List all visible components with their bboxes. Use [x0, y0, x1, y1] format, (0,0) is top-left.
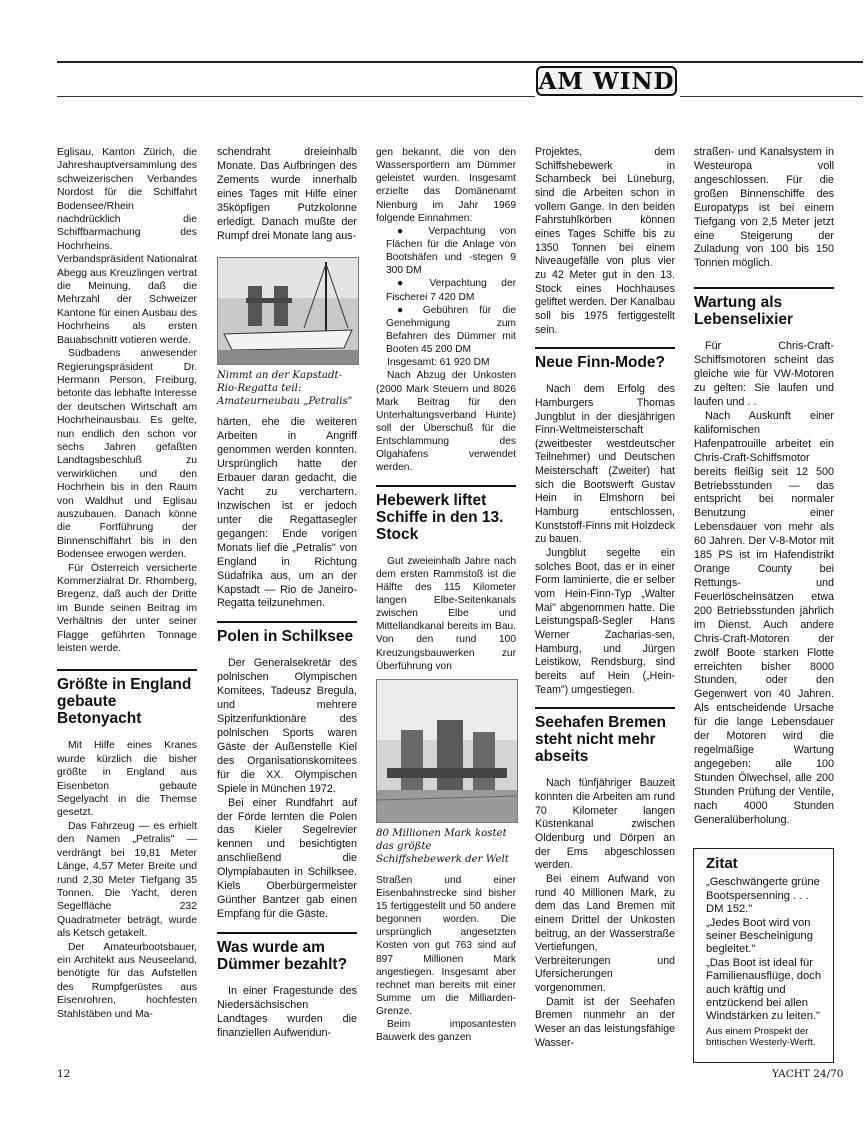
- quote-item: „Jedes Boot wird von seiner Bescheinigung begleitet.": [706, 916, 813, 956]
- paragraph: Straßen und einer Eisenbahnstrecke sind bisher 15 fertiggestellt und 50 andere begonnen worden. Die ursprünglich angesetzten Kosten von gut 763 sind auf 897 Millionen Mark angestiegen. Insgesamt aber rechnet man bereits mit einer Summe um die Milliarden-Grenze.: [376, 874, 516, 1018]
- paragraph: Das Fahrzeug — es erhielt den Namen „Petralis" — verdrängt bei 19,81 Meter Länge, 4,57 Meter Breite und rund 2,30 Meter Tiefgang 35 Tonnen. Die Yacht, deren Segelfläche 232 Quadratmeter beträgt, wurde als Ketsch getakelt.: [57, 820, 197, 940]
- issue-label: YACHT 24/70: [772, 1068, 844, 1080]
- paragraph: Südbadens anwesender Regierungspräsident Dr. Hermann Person, Freiburg, betonte das lebhafte Interesse der deutschen Wirtschaft am Hochrheinausbau. Es gelte, nun endlich den schon vor sechs Jahren gefaßten Landtagsbeschluß zu verwirklichen und den Hochrhein bis in den Raum von Waldhut und Eglisau auszubauen. Danach könne die Fortführung der Binnenschiffahrt bis in den Bodensee erwogen werden.: [57, 348, 197, 561]
- paragraph: Projektes, dem Schiffshebewerk in Scharnbeck bei Lüneburg, sind die Arbeiten schon in vollem Gange. In den beiden Fahrstuhlkörben können eines Tages Schiffe bis zu 1350 Tonnen bei einem Niveaugefälle von plus vier zu 42 Meter gut in den 13. Stock eines Hochhauses geliftet werden. Der Kanalbau soll bis 1975 fertiggestellt sein.: [535, 146, 675, 336]
- paragraph: Nach fünfjähriger Bauzeit konnten die Arbeiten am rund 70 Kilometer langen Küstenkanal zwischen Oldenburg und Dörpen an der Ems abgeschlossen werden.: [535, 777, 675, 872]
- page-number: 12: [57, 1068, 71, 1080]
- paragraph: Für Chris-Craft-Schiffsmotoren scheint das gleiche wie für VW-Motoren zu gelten: Sie laufen und laufen und . .: [694, 340, 834, 408]
- header-rule-right: [680, 96, 863, 97]
- list-item: ● Gebühren für die Genehmigung zum Befahren des Dümmer mit Booten 45 200 DM: [386, 304, 516, 356]
- list-item-text: Verpachtung der Fischerei 7 420 DM: [386, 278, 516, 303]
- paragraph: In einer Fragestunde des Niedersächsischen Landtages wurden die finanziellen Aufwendun-: [217, 984, 357, 1039]
- photo-caption: Nimmt an der Kapstadt-Rio-Regatta teil: Amateurneubau „Petralis": [217, 370, 353, 408]
- section-logo: [536, 66, 677, 96]
- list-item: ● Verpachtung der Fischerei 7 420 DM: [386, 278, 516, 303]
- quote-source: Aus einem Prospekt der britischen Westerly-Werft.: [706, 1025, 816, 1048]
- article-heading: Wartung als Lebenselixier: [694, 287, 834, 328]
- paragraph: Damit ist der Seehafen Bremen nunmehr an der Weser an das leistungsfähige Wasser-: [535, 995, 675, 1049]
- paragraph: Mit Hilfe eines Kranes wurde kürzlich die bisher größte in England aus Eisenbeton gebaute Segelyacht in die Themse gesetzt.: [57, 740, 197, 819]
- paragraph: Der Generalsekretär des polnischen Olympischen Komitees, Tadeusz Bregula, und mehrere Spitzenfunktionäre des polnischen Sports waren Gäste der Außenstelle Kiel des Organisationskomitees für die XX. Olympischen Spiele in München 1972.: [217, 657, 357, 795]
- header-rule-left: [57, 96, 535, 97]
- paragraph: Der Amateurbootsbauer, ein Architekt aus Neuseeland, benötigte für das Aufstellen des Rumpfgerüstes aus Eisenrohren, hochfesten Stahlstäben und Ma-: [57, 941, 197, 1020]
- column-1: [57, 146, 197, 1021]
- quote-item: „Das Boot ist ideal für Familienausflüge, doch auch kräftig und entzückend bei allen Windstärken zu leiten.": [706, 956, 822, 1023]
- quote-item: „Geschwängerte grüne Bootspersenning . . . DM 152.": [706, 876, 820, 916]
- paragraph: Jungblut segelte ein solches Boot, das er in einer Form laminierte, die er selber vom Hein-Finn-Typ „Walter Mai" abgenommen hatte. Die Leistungspaß-Segler Hans Werner Zacharias-sen, Hamburg, und Jürgen Leistikow, Rendsburg, sind bereits auf Hein („Hein-Team") umgestiegen.: [535, 547, 675, 696]
- column-2: [217, 146, 357, 1041]
- list-item-text: Gebühren für die Genehmigung zum Befahren des Dümmer mit Booten 45 200 DM: [386, 304, 516, 356]
- photo-petralis: [217, 257, 359, 365]
- column-5: [694, 146, 834, 828]
- paragraph: Bei einer Rundfahrt auf der Förde lernten die Polen das Kieler Segelrevier kennen und besichtigten anschließend die Olympiabauten in Schilksee. Kiels Oberbürgermeister Günther Bantzer gab einen Empfang für die Gäste.: [217, 796, 357, 920]
- paragraph: Für Österreich versicherte Kommerzialrat Dr. Rhomberg, Bregenz, daß auch der Dritte im Bunde seinen Beitrag im Verhältnis der unter seiner Flagge geführten Tonnage leisten werde.: [57, 562, 197, 655]
- article-heading: Größte in England gebaute Betonyacht: [57, 669, 197, 727]
- total-line: Insgesamt: 61 920 DM: [387, 357, 490, 369]
- column-4: [535, 146, 675, 1050]
- photo-caption: 80 Millionen Mark kostet das größte Schiffshebewerk der Welt: [376, 827, 509, 865]
- section-logo-text: AM WIND: [538, 67, 675, 95]
- paragraph: Gut zweieinhalb Jahre nach dem ersten Rammstoß ist die Hälfte des 115 Kilometer langen Elbe-Seitenkanals zwischen Elbe und Mittellandkanal bereits im Bau. Von den rund 100 Kreuzungsbauwerken zur Überführung von: [376, 555, 516, 672]
- list-item: ● Verpachtung von Flächen für die Anlage von Bootshäfen und -stegen 9 300 DM: [386, 225, 517, 277]
- paragraph: Eglisau, Kanton Zürich, die Jahreshauptversammlung des schweizerischen Verbandes Nordost für die Schiffahrt Bodensee/Rhein nachdrücklich die Schiffbarmachung des Hochrheins. Verbandspräsident Nationalrat Abegg aus Kreuzlingen vertrat die Meinung, daß die Mehrzahl der Schweizer Kantone für einen Ausbau des Hochrheins als ersten Bauabschnitt votieren werde.: [57, 147, 197, 346]
- photo-hebewerk: [376, 679, 518, 823]
- article-heading: Was wurde am Dümmer bezahlt?: [217, 932, 357, 973]
- article-heading: Seehafen Bremen steht nicht mehr abseits: [535, 707, 675, 765]
- photo-hebewerk-image: [377, 680, 517, 822]
- paragraph: Bei einem Aufwand von rund 40 Millionen Mark, zu dem das Land Bremen mit einem Drittel der Unkosten beitrug, an der Wasserstraße Vertiefungen, Verbreiterungen und Ufersicherungen vorgenommen.: [535, 872, 675, 995]
- photo-petralis-image: [218, 258, 358, 364]
- paragraph: Nach Auskunft einer kalifornischen Hafenpatrouille arbeitet ein Chris-Craft-Schiffsmotor bereits fleißig seit 12 500 Betriebsstunden — das entspricht bei normaler Benutzung einer Lebensdauer von mehr als 60 Jahren. Der V-8-Motor mit 185 PS ist im Hafendistrikt Orange County bei Rettungs- und Feuerlöscheinsätzen etwa 200 Betriebsstunden jährlich im Dienst. Auch andere Chris-Craft-Motoren der zwölf Boote starken Flotte erreichten bisher 8000 Stunden, oder den Gegenwert von 40 Jahren. Als entscheidende Ursache für die lange Lebensdauer der Motoren wird die regelmäßige Wartung angegeben: alle 100 Stunden Ölwechsel, alle 200 Stunden Prüfung der Ventile, nach 4000 Stunden Generalüberholung.: [694, 409, 834, 826]
- column-3: [376, 146, 516, 1045]
- quote-box-title: Zitat: [706, 855, 738, 872]
- article-heading: Polen in Schilksee: [217, 621, 357, 645]
- quote-box: [693, 848, 834, 1063]
- paragraph: Beim imposantesten Bauwerk des ganzen: [376, 1019, 516, 1044]
- paragraph: härten, ehe die weiteren Arbeiten in Angriff genommen werden konnten. Ursprünglich hatte der Erbauer daran gedacht, die Yacht zu verchartern. Inzwischen ist er jedoch unter die Regattasegler gegangen: Ende vorigen Monats lief die „Petralis" von England in Richtung Südafrika aus, um an der Kapstadt — Rio de Janeiro-Regatta teilzunehmen.: [217, 416, 357, 610]
- paragraph: straßen- und Kanalsystem in Westeuropa voll angeschlossen. Für die großen Binnenschiffe des Europatyps ist bei einem Tiefgang von 2,5 Meter jetzt eine Steigerung der Zuladung von 100 bis 150 Tonnen möglich.: [694, 146, 834, 270]
- top-rule: [57, 61, 863, 63]
- article-heading: Neue Finn-Mode?: [535, 347, 675, 371]
- paragraph: Nach Abzug der Unkosten (2000 Mark Steuern und 8026 Mark Beitrag für den Unterhaltungsverband Hunte) soll der Überschuß für die Entschlammung des Olgahafens verwendet werden.: [376, 370, 516, 474]
- paragraph: Nach dem Erfolg des Hamburgers Thomas Jungblut in der diesjährigen Finn-Weltmeisterschaft (zweitbester westdeutscher Teilnehmer) und Deutschen Meisterschaft (Zweiter) hat sich die Bootswerft Gustav Hein in Elmshorn bei Hamburg entschlossen, Kunststoff-Finns mit Holzdeck zu bauen.: [535, 383, 675, 546]
- article-heading: Hebewerk liftet Schiffe in den 13. Stock: [376, 485, 516, 543]
- list-item-text: Verpachtung von Flächen für die Anlage von Bootshäfen und -stegen 9 300 DM: [386, 225, 517, 277]
- paragraph: schendraht dreieinhalb Monate. Das Aufbringen des Zements wurde innerhalb eines Tages mit Hilfe einer 35köpfigen Putzkolonne erledigt. Danach mußte der Rumpf drei Monate lang aus-: [217, 146, 357, 242]
- paragraph: gen bekannt, die von den Wassersportlern am Dümmer geleistet wurden. Insgesamt erzielte das Domänenamt Nienburg im Jahr 1969 folgende Einnahmen:: [376, 147, 516, 224]
